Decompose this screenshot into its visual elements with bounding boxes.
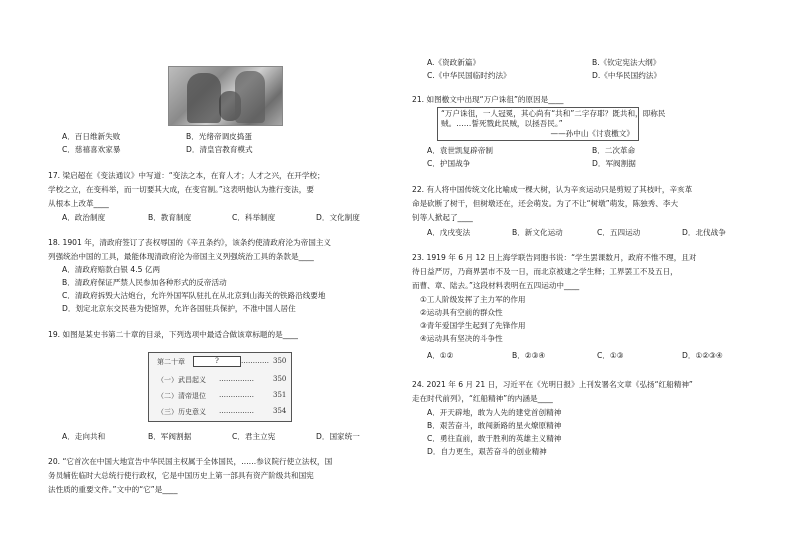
q23-option-d[interactable]: D．①②③④: [682, 351, 723, 360]
toc-dots: ……………: [219, 407, 254, 415]
q22-option-c[interactable]: C．五四运动: [597, 228, 641, 237]
q17-line-1: 17. 梁启超在《变法通议》中写道：“变法之本，在育人才；人才之兴，在开学校；: [48, 171, 325, 180]
q20-line-2: 务员辅佐临时大总统行使行政权，它是中国历史上第一部具有资产阶级共和国宪: [48, 471, 314, 480]
toc-item-2: （二）清帝退位: [157, 392, 206, 400]
q24-option-d[interactable]: D．自力更生，艰苦奋斗的创业精神: [427, 447, 547, 456]
q16-option-a[interactable]: A．百日维新失败: [62, 132, 121, 141]
q24-option-c[interactable]: C．勇往直前，敢于胜利的英雄主义精神: [427, 434, 562, 443]
toc-dots: …………: [241, 357, 269, 365]
q19-option-b[interactable]: B．军阀割据: [148, 432, 192, 441]
q23-line-1: 23. 1919 年 6 月 12 日上海学联告同胞书说：“学生罢课数月，政府不惟不理，且对: [412, 253, 697, 262]
q20-option-b[interactable]: B.《钦定宪法大纲》: [592, 58, 661, 67]
q24-option-b[interactable]: B．艰苦奋斗，敢闯新路的星火燎原精神: [427, 421, 562, 430]
toc-item-1-page: 350: [273, 375, 287, 383]
q21-option-a[interactable]: A．袁世凯复辟帝制: [427, 146, 493, 155]
q22-line-3: 钊等人掀起了____: [412, 213, 473, 222]
toc-item-3-page: 354: [273, 407, 287, 415]
q24-line-1: 24. 2021 年 6 月 21 日，习近平在《光明日报》上刊发署名文章《弘扬“红船精神”: [412, 380, 693, 389]
toc-missing-title: ?: [193, 356, 241, 367]
q21-option-d[interactable]: D．军阀割据: [592, 159, 636, 168]
q17-option-d[interactable]: D．文化制度: [316, 213, 360, 222]
quote-line-2: 贼。……誓死戮此民贼，以拯吾民。”: [441, 119, 563, 128]
q16-option-d[interactable]: D．清皇宫教育模式: [186, 145, 253, 154]
q23-line-3: 而曹、章、陆去。”这段材料表明在五四运动中____: [412, 281, 580, 290]
q21-option-b[interactable]: B．二次革命: [592, 146, 636, 155]
q23-option-c[interactable]: C．①③: [597, 351, 624, 360]
q22-option-b[interactable]: B．新文化运动: [512, 228, 563, 237]
toc-chapter: 第二十章: [157, 358, 185, 366]
q23-option-b[interactable]: B．②③④: [512, 351, 546, 360]
q20-line-3: 法性质的重要文件。”文中的“它”是____: [48, 485, 178, 494]
toc-item-1: （一）武昌起义: [157, 376, 206, 384]
q18-line-2: 列强统治中国的工具，最能体现清政府沦为帝国主义列强统治工具的条款是____: [48, 252, 314, 261]
table-of-contents-box: [148, 352, 292, 422]
q23-statement-4: ④运动具有坚决的斗争性: [420, 334, 503, 343]
q19-option-c[interactable]: C．君主立宪: [232, 432, 276, 441]
quote-source: ——孙中山《讨袁檄文》: [550, 129, 634, 138]
q18-option-b[interactable]: B．清政府保证严禁人民参加各种形式的反帝活动: [62, 278, 227, 287]
q19-line: 19. 如图是某史书第二十章的目录，下列选项中最适合做该章标题的是____: [48, 330, 298, 339]
q23-option-a[interactable]: A．①②: [427, 351, 454, 360]
q24-line-2: 走在时代前列》，“红船精神”的内涵是____: [412, 394, 553, 403]
q17-option-b[interactable]: B．教育制度: [148, 213, 192, 222]
proclamation-quote-box: [437, 107, 666, 141]
q20-line-1: 20. “它首次在中国大地宣告中华民国主权属于全体国民，……参议院行使立法权，国: [48, 457, 333, 466]
q21-option-c[interactable]: C．护国战争: [427, 159, 471, 168]
q20-option-a[interactable]: A.《资政新篇》: [427, 58, 481, 67]
q23-statement-2: ②运动具有空前的群众性: [420, 308, 503, 317]
q20-option-c[interactable]: C.《中华民国临时约法》: [427, 71, 511, 80]
q16-option-c[interactable]: C．慈禧喜欢家暴: [62, 145, 121, 154]
q17-option-a[interactable]: A．政治制度: [62, 213, 106, 222]
q22-line-2: 命是砍断了树干，但树墩还在，还会萌发。为了不让“树墩”萌发，陈独秀、李大: [412, 199, 679, 208]
toc-item-2-page: 351: [273, 391, 287, 399]
q22-line-1: 22. 有人将中国传统文化比喻成一棵大树，认为辛亥运动只是剪短了其枝叶，辛亥革: [412, 185, 693, 194]
q17-line-3: 从根本上改革____: [48, 199, 109, 208]
q22-option-a[interactable]: A．戊戌变法: [427, 228, 471, 237]
q18-option-a[interactable]: A．清政府赔款白银 4.5 亿两: [62, 265, 161, 274]
toc-dots: ……………: [219, 391, 254, 399]
q23-statement-3: ③青年爱国学生起到了先锋作用: [420, 321, 526, 330]
q18-line-1: 18. 1901 年，清政府签订了丧权辱国的《辛丑条约》，该条约使清政府沦为帝国主义: [48, 238, 332, 247]
q21-line: 21. 如图檄文中出现“万户诛徂”的原因是____: [412, 95, 564, 104]
historical-photo: [168, 66, 283, 126]
q17-line-2: 学校之立，在变科举，而一切要其大成，在变官制。”这表明他认为推行变法，要: [48, 185, 314, 194]
toc-dots: ……………: [219, 375, 254, 383]
q22-option-d[interactable]: D．北伐战争: [682, 228, 726, 237]
quote-line-1: “万户诛徂，一人冠冕，其心尚有“共和”二字存耶？既共和，即称民: [441, 109, 666, 118]
q18-option-c[interactable]: C．清政府拆毁大沽炮台，允许外国军队驻扎在从北京到山海关的铁路沿线要地: [62, 291, 326, 300]
q20-option-d[interactable]: D.《中华民国约法》: [592, 71, 662, 80]
q19-option-a[interactable]: A．走向共和: [62, 432, 106, 441]
q19-option-d[interactable]: D．国家统一: [316, 432, 360, 441]
q24-option-a[interactable]: A．开天辟地，敢为人先的建党首创精神: [427, 408, 562, 417]
q17-option-c[interactable]: C．科举制度: [232, 213, 276, 222]
toc-page-1: 350: [273, 357, 287, 365]
q18-option-d[interactable]: D．划定北京东交民巷为使馆界，允许各国驻兵保护，不准中国人居住: [62, 304, 296, 313]
q23-line-2: 待日益严厉，乃商界罢市不及一日，而北京被逮之学生释；工界罢工不及五日，: [412, 267, 678, 276]
q23-statement-1: ①工人阶级发挥了主力军的作用: [420, 295, 526, 304]
toc-item-3: （三）历史意义: [157, 408, 206, 416]
q16-option-b[interactable]: B．光绪帝调皮捣蛋: [186, 132, 252, 141]
